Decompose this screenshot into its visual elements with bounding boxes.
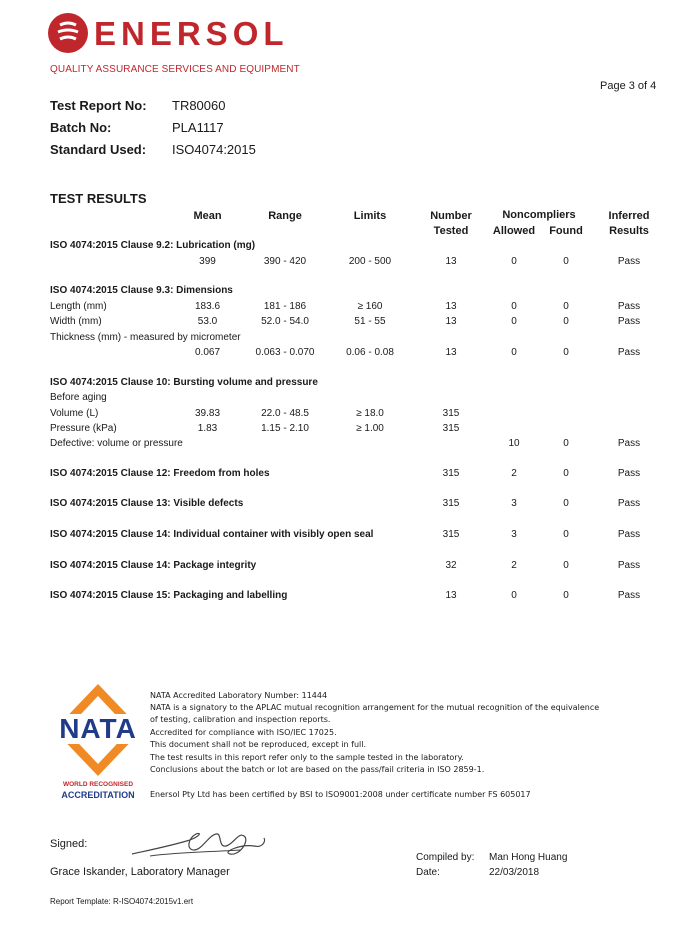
- nata-line: The test results in this report refer only to the sample tested in the laboratory.: [150, 753, 464, 762]
- cell-tested: 315: [442, 529, 460, 540]
- col-mean: Mean: [193, 210, 222, 222]
- cell-found: 0: [563, 347, 569, 358]
- cell-allowed: 10: [508, 438, 520, 449]
- row-label: Volume (L): [50, 408, 99, 419]
- section-title: ISO 4074:2015 Clause 12: Freedom from holes: [50, 468, 270, 479]
- cell-found: 0: [563, 498, 569, 509]
- report-no-value: TR80060: [172, 98, 226, 113]
- cell-limits: 200 - 500: [348, 256, 392, 267]
- cell-tested: 13: [445, 590, 457, 601]
- page-number: Page 3 of 4: [600, 80, 657, 92]
- cell-allowed: 0: [511, 301, 517, 312]
- date-value: 22/03/2018: [489, 867, 540, 878]
- section-title: ISO 4074:2015 Clause 13: Visible defects: [50, 498, 244, 509]
- cell-mean: 0.067: [194, 347, 221, 358]
- col-results: Results: [609, 225, 649, 237]
- cell-tested: 13: [445, 316, 457, 327]
- cell-limits: 0.06 - 0.08: [346, 347, 394, 358]
- col-noncompliers: Noncompliers: [502, 209, 576, 221]
- cell-found: 0: [563, 590, 569, 601]
- cell-found: 0: [563, 256, 569, 267]
- cell-result: Pass: [617, 590, 641, 601]
- batch-no-label: Batch No:: [50, 120, 112, 135]
- cell-found: 0: [563, 301, 569, 312]
- compiled-by: Man Hong Huang: [489, 852, 568, 863]
- logo-swoosh-icon: [48, 13, 88, 53]
- cell-mean: 183.6: [194, 301, 221, 312]
- bsi-certification: Enersol Pty Ltd has been certified by BSI to ISO9001:2008 under certificate number FS 605017: [150, 790, 531, 799]
- cell-limits: 51 - 55: [354, 316, 386, 327]
- cell-result: Pass: [617, 498, 641, 509]
- compiled-label: Compiled by:: [416, 852, 475, 863]
- cell-allowed: 3: [511, 498, 517, 509]
- cell-allowed: 0: [511, 347, 517, 358]
- cell-range: 1.15 - 2.10: [261, 423, 309, 434]
- date-label: Date:: [416, 867, 440, 878]
- section-title: ISO 4074:2015 Clause 10: Bursting volume and pressure: [50, 377, 318, 388]
- nata-line: NATA is a signatory to the APLAC mutual recognition arrangement for the mutual recognition of the equivalence: [150, 703, 600, 712]
- row-label: Thickness (mm) - measured by micrometer: [50, 332, 241, 343]
- standard-label: Standard Used:: [50, 142, 147, 157]
- cell-tested: 13: [445, 256, 457, 267]
- cell-found: 0: [563, 560, 569, 571]
- section-title: ISO 4074:2015 Clause 9.3: Dimensions: [50, 285, 233, 296]
- cell-limits: ≥ 1.00: [356, 423, 384, 434]
- col-number: Number: [430, 210, 472, 222]
- col-range: Range: [268, 210, 302, 222]
- cell-result: Pass: [617, 256, 641, 267]
- standard-value: ISO4074:2015: [172, 142, 256, 157]
- row-label: Defective: volume or pressure: [50, 438, 183, 449]
- row-label: Before aging: [50, 392, 107, 403]
- brand-name: ENERSOL: [94, 15, 289, 52]
- cell-mean: 53.0: [197, 316, 218, 327]
- cell-mean: 1.83: [197, 423, 218, 434]
- cell-tested: 315: [442, 468, 460, 479]
- cell-allowed: 0: [511, 590, 517, 601]
- cell-tested: 315: [442, 423, 460, 434]
- nata-line: This document shall not be reproduced, except in full.: [150, 740, 367, 749]
- cell-result: Pass: [617, 560, 641, 571]
- nata-line: Accredited for compliance with ISO/IEC 17025.: [150, 728, 337, 737]
- section-title: ISO 4074:2015 Clause 14: Individual container with visibly open seal: [50, 529, 374, 540]
- cell-found: 0: [563, 316, 569, 327]
- cell-tested: 32: [445, 560, 457, 571]
- batch-no-value: PLA1117: [172, 120, 224, 135]
- cell-allowed: 0: [511, 316, 517, 327]
- section-title: ISO 4074:2015 Clause 15: Packaging and labelling: [50, 590, 288, 601]
- cell-result: Pass: [617, 347, 641, 358]
- col-inferred: Inferred: [608, 210, 650, 222]
- cell-tested: 13: [445, 301, 457, 312]
- nata-line: of testing, calibration and inspection reports.: [150, 715, 331, 724]
- nata-line: Conclusions about the batch or lot are based on the pass/fail criteria in ISO 2859-1.: [150, 765, 485, 774]
- cell-result: Pass: [617, 529, 641, 540]
- cell-range: 181 - 186: [263, 301, 307, 312]
- report-template: Report Template: R-ISO4074:2015v1.ert: [50, 897, 194, 906]
- cell-range: 0.063 - 0.070: [255, 347, 315, 358]
- cell-allowed: 2: [511, 468, 517, 479]
- cell-allowed: 2: [511, 560, 517, 571]
- row-label: Pressure (kPa): [50, 423, 117, 434]
- row-label: Length (mm): [50, 301, 107, 312]
- cell-result: Pass: [617, 438, 641, 449]
- signature-icon: [130, 826, 270, 862]
- row-label: Width (mm): [50, 316, 102, 327]
- col-tested: Tested: [433, 225, 469, 237]
- cell-limits: ≥ 18.0: [356, 408, 384, 419]
- enersol-logo-mark: [48, 13, 88, 53]
- col-found: Found: [549, 225, 583, 237]
- cell-mean: 399: [199, 256, 216, 267]
- col-limits: Limits: [353, 210, 387, 222]
- cell-result: Pass: [617, 316, 641, 327]
- nata-logo-sub1: WORLD RECOGNISED: [62, 781, 134, 788]
- cell-limits: ≥ 160: [357, 301, 383, 312]
- section-title: ISO 4074:2015 Clause 9.2: Lubrication (mg): [50, 240, 256, 251]
- report-no-label: Test Report No:: [50, 98, 147, 113]
- cell-range: 52.0 - 54.0: [261, 316, 309, 327]
- cell-range: 22.0 - 48.5: [261, 408, 309, 419]
- cell-tested: 315: [442, 498, 460, 509]
- signer-name: Grace Iskander, Laboratory Manager: [50, 866, 230, 878]
- nata-logo: [50, 680, 146, 802]
- cell-result: Pass: [617, 301, 641, 312]
- nata-line: NATA Accredited Laboratory Number: 11444: [150, 691, 328, 700]
- cell-found: 0: [563, 468, 569, 479]
- cell-found: 0: [563, 438, 569, 449]
- cell-mean: 39.83: [194, 408, 221, 419]
- cell-found: 0: [563, 529, 569, 540]
- cell-tested: 315: [442, 408, 460, 419]
- cell-tested: 13: [445, 347, 457, 358]
- nata-logo-text: NATA: [59, 713, 137, 744]
- brand-tagline: QUALITY ASSURANCE SERVICES AND EQUIPMENT: [50, 64, 300, 75]
- cell-allowed: 0: [511, 256, 517, 267]
- cell-range: 390 - 420: [263, 256, 307, 267]
- section-title: ISO 4074:2015 Clause 14: Package integrity: [50, 560, 257, 571]
- nata-logo-sub2: ACCREDITATION: [61, 790, 135, 800]
- test-results-title: TEST RESULTS: [50, 191, 147, 206]
- cell-allowed: 3: [511, 529, 517, 540]
- signed-label: Signed:: [50, 838, 88, 850]
- cell-result: Pass: [617, 468, 641, 479]
- col-allowed: Allowed: [492, 225, 536, 237]
